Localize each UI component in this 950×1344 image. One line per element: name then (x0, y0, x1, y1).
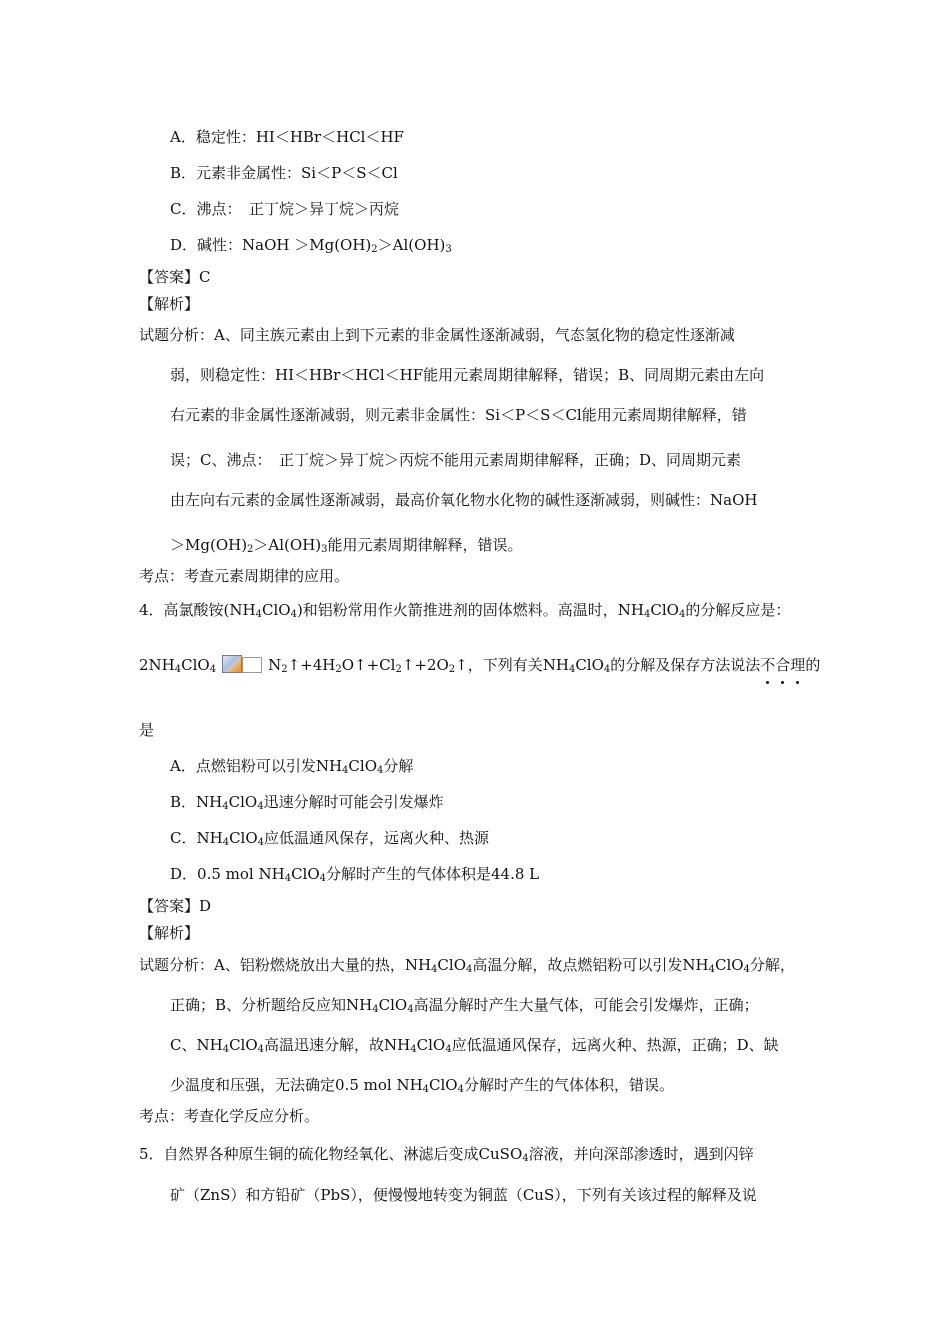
reaction-condition-image (222, 655, 262, 673)
q4-option-a: A．点燃铝粉可以引发$NH_4ClO_4$分解 (170, 757, 414, 776)
q3-option-a: A．稳定性：HI＜HBr＜HCl＜HF (170, 128, 404, 146)
q5-stem-line: 矿（ZnS）和方铅矿（PbS），便慢慢地转变为铜蓝（CuS），下列有关该过程的解释及说 (170, 1186, 757, 1204)
q4-answer: 【答案】D (139, 897, 212, 915)
emphasis-dotted-text: 不合理 (760, 656, 805, 674)
q5-stem-line: 5．自然界各种原生铜的硫化物经氧化、淋滤后变成CuSO$_4$溶液，并向深部渗透时，遇到闪锌 (139, 1145, 754, 1164)
q4-kaodian: 考点：考查化学反应分析。 (139, 1107, 320, 1125)
q4-stem-line: 4．高氯酸铵$(NH_4ClO_4)$和铝粉常用作火箭推进剂的固体燃料。高温时，$NH_4ClO_4$的分解反应是： (139, 601, 791, 620)
q3-option-d: D．碱性：NaOH $>Mg(OH)_2>Al(OH)_3$ (170, 236, 452, 255)
q4-stem-line: 是 (139, 721, 155, 739)
q3-kaodian: 考点：考查元素周期律的应用。 (139, 567, 350, 585)
q3-analysis-line: 弱，则稳定性：HI＜HBr＜HCl＜HF能用元素周期律解释，错误；B、同周期元素由左向 (170, 366, 765, 384)
q4-analysis-line: 正确；B、分析题给反应知$NH_4ClO_4$高温分解时产生大量气体，可能会引发爆炸，正确； (170, 996, 759, 1015)
q4-analysis-line: 试题分析：A、铝粉燃烧放出大量的热，$NH_4ClO_4$高温分解，故点燃铝粉可以引发$NH_4ClO_4$分解， (139, 956, 795, 975)
q3-answer: 【答案】C (139, 268, 211, 286)
q3-analysis-line: 试题分析：A、同主族元素由上到下元素的非金属性逐渐减弱，气态氢化物的稳定性逐渐减 (139, 326, 735, 344)
q4-analysis-line: C、$NH_4ClO_4$高温迅速分解，故$NH_4ClO_4$应低温通风保存，远离火种、热源，正确；D、缺 (170, 1036, 779, 1055)
q3-option-b: B．元素非金属性：Si＜P＜S＜Cl (170, 164, 398, 182)
q3-analysis-line: 右元素的非金属性逐渐减弱，则元素非金属性：Si＜P＜S＜Cl能用元素周期律解释，错 (170, 406, 747, 424)
q3-analysis-heading: 【解析】 (139, 295, 200, 313)
q3-option-c: C．沸点： 正丁烷＞异丁烷＞丙烷 (170, 200, 399, 218)
q4-analysis-line: 少温度和压强，无法确定0.5 mol $NH_4ClO_4$分解时产生的气体体积，错误。 (170, 1076, 674, 1095)
q3-analysis-line: $>Mg(OH)_2>Al(OH)_3$能用元素周期律解释，错误。 (170, 536, 523, 555)
q4-option-b: B．$NH_4ClO_4$迅速分解时可能会引发爆炸 (170, 793, 444, 812)
q4-analysis-heading: 【解析】 (139, 924, 200, 942)
q4-option-c: C．$NH_4ClO_4$应低温通风保存，远离火种、热源 (170, 829, 490, 848)
q4-stem-line: $2NH_4ClO_4$ $N_2↑+4H_2O↑+Cl_2↑+2O_2↑$，下列有关$NH_4ClO_4$的分解及保存方法说法不合理 的 (139, 655, 820, 675)
q4-option-d: D．0.5 mol $NH_4ClO_4$分解时产生的气体体积是44.8 L (170, 865, 540, 884)
q3-analysis-line: 由左向右元素的金属性逐渐减弱，最高价氧化物水化物的碱性逐渐减弱，则碱性：NaOH (170, 491, 758, 509)
q3-analysis-line: 误；C、沸点： 正丁烷＞异丁烷＞丙烷不能用元素周期律解释，正确；D、同周期元素 (170, 451, 742, 469)
